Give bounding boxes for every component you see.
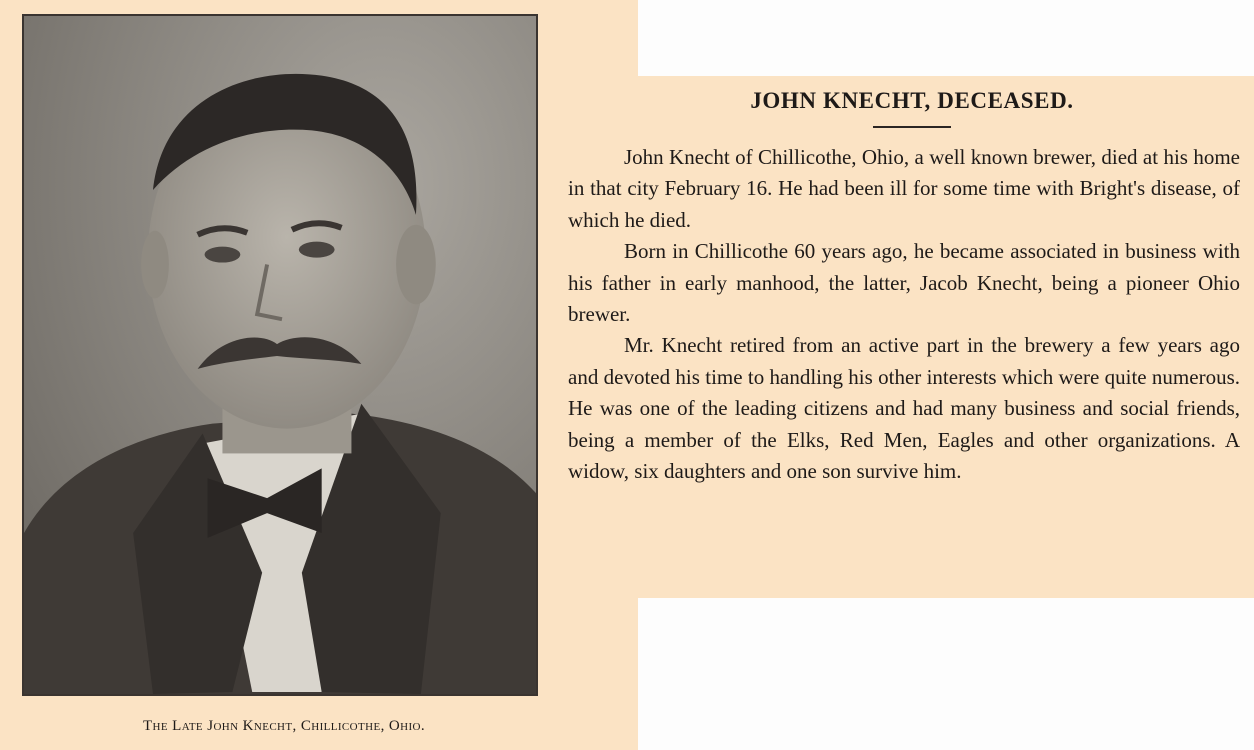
article-paragraph-2: Born in Chillicothe 60 years ago, he became associated in business with his father in early manhood, the latter, Jacob Knecht, being a pioneer Ohio brewer. [568, 239, 1240, 327]
article-paragraph-1: John Knecht of Chillicothe, Ohio, a well known brewer, died at his home in that city February 16. He had been ill for some time with Bright's disease, of which he died. [568, 145, 1240, 232]
title-divider [873, 126, 951, 128]
portrait-photo [22, 14, 538, 696]
portrait-image [24, 16, 536, 694]
obituary-article [568, 84, 1240, 594]
photo-caption: The Late John Knecht, Chillicothe, Ohio. [142, 718, 426, 734]
article-title: JOHN KNECHT, DECEASED. [750, 88, 1074, 113]
article-paragraph-3: Mr. Knecht retired from an active part in the brewery a few years ago and devoted his time to handling his other interests which were quite numerous. He was one of the leading citizens and had many business and social friends, being a member of the Elks, Red Men, Eagles and other organizations. A widow, six daughters and one son survive him. [568, 333, 1240, 484]
